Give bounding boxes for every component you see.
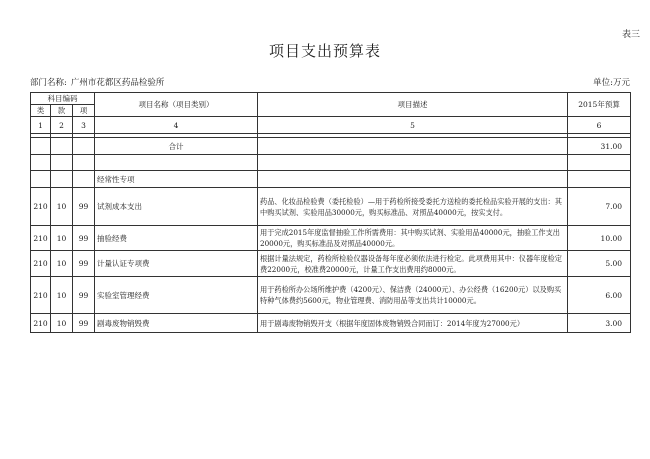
total-row xyxy=(31,138,631,155)
total-value: 31.00 xyxy=(568,138,631,155)
index-row xyxy=(31,117,631,134)
xiang-cell: 99 xyxy=(73,226,95,251)
table-row xyxy=(31,277,631,314)
project-desc-cell: 用于药检所办公场所维护费（4200元）、保洁费（24000元）、办公经费（16200元）以及购买特种气体费约5600元，物业管理费、消防用品等支出共计10000元。 xyxy=(258,277,568,314)
xiang-cell: 99 xyxy=(73,277,95,314)
lei-cell: 210 xyxy=(31,314,51,333)
index-cell: 4 xyxy=(95,117,258,134)
budget-value-cell: 6.00 xyxy=(568,277,631,314)
project-name-cell: 剧毒废物销毁费 xyxy=(95,314,258,333)
spacer-row xyxy=(31,155,631,171)
xiang-cell: 99 xyxy=(73,251,95,277)
project-name-cell: 计量认证专项费 xyxy=(95,251,258,277)
index-cell: 5 xyxy=(258,117,568,134)
index-cell: 3 xyxy=(73,117,95,134)
table-number: 表三 xyxy=(621,30,640,40)
index-cell: 6 xyxy=(568,117,631,134)
kuan-cell: 10 xyxy=(51,277,73,314)
xiang-cell: 99 xyxy=(73,314,95,333)
table-row xyxy=(31,188,631,226)
kuan-cell: 10 xyxy=(51,188,73,226)
page-title: 项目支出预算表 xyxy=(268,42,381,60)
department-label: 部门名称: xyxy=(30,78,67,88)
kuan-cell: 10 xyxy=(51,251,73,277)
kuan-header: 款 xyxy=(51,105,73,117)
unit-label: 单位:万元 xyxy=(593,78,630,88)
index-cell: 1 xyxy=(31,117,51,134)
category-label: 经常性专项 xyxy=(95,171,258,188)
header-row-top xyxy=(31,93,631,105)
project-name-cell: 实验室管理经费 xyxy=(95,277,258,314)
table-row xyxy=(31,314,631,333)
total-label: 合计 xyxy=(95,138,258,155)
lei-cell: 210 xyxy=(31,251,51,277)
lei-cell: 210 xyxy=(31,188,51,226)
category-row xyxy=(31,171,631,188)
budget-value-cell: 5.00 xyxy=(568,251,631,277)
index-cell: 2 xyxy=(51,117,73,134)
department-name: 广州市花都区药品检验所 xyxy=(70,78,165,88)
kuan-cell: 10 xyxy=(51,314,73,333)
project-desc-cell: 根据计量法规定，药检所检验仪器设备每年度必须依法进行检定。此项费用其中：仪器年度检定费22000元，校准费20000元，计量工作支出费用约8000元。 xyxy=(258,251,568,277)
budget-value-cell: 3.00 xyxy=(568,314,631,333)
project-name-cell: 抽验经费 xyxy=(95,226,258,251)
table-row xyxy=(31,251,631,277)
kuan-cell: 10 xyxy=(51,226,73,251)
lei-header: 类 xyxy=(31,105,51,117)
table-row xyxy=(31,226,631,251)
project-name-cell: 试剂成本支出 xyxy=(95,188,258,226)
xiang-cell: 99 xyxy=(73,188,95,226)
xiang-header: 项 xyxy=(73,105,95,117)
project-budget-table xyxy=(30,92,631,333)
lei-cell: 210 xyxy=(31,277,51,314)
budget-value-cell: 10.00 xyxy=(568,226,631,251)
department-info-row xyxy=(30,76,630,88)
subject-code-header: 科目编码 xyxy=(31,93,95,105)
project-desc-cell: 用于完成2015年度监督抽验工作所需费用：其中购买试剂、实验用品40000元，抽验工作支出20000元，购买标准品及对照品40000元。 xyxy=(258,226,568,251)
project-desc-cell: 药品、化妆品检验费（委托检验）—用于药检所接受委托方送检的委托检品实验开展的支出：其中购买试剂、实验用品30000元，购买标准品、对照品40000元，按实支付。 xyxy=(258,188,568,226)
project-desc-header: 项目描述 xyxy=(258,93,568,117)
project-desc-cell: 用于剧毒废物销毁开支（根据年度固体废物销毁合同而订：2014年度为27000元） xyxy=(258,314,568,333)
department-info xyxy=(30,76,164,88)
lei-cell: 210 xyxy=(31,226,51,251)
budget-header: 2015年预算 xyxy=(568,93,631,117)
budget-value-cell: 7.00 xyxy=(568,188,631,226)
project-name-header: 项目名称（项目类别） xyxy=(95,93,258,117)
